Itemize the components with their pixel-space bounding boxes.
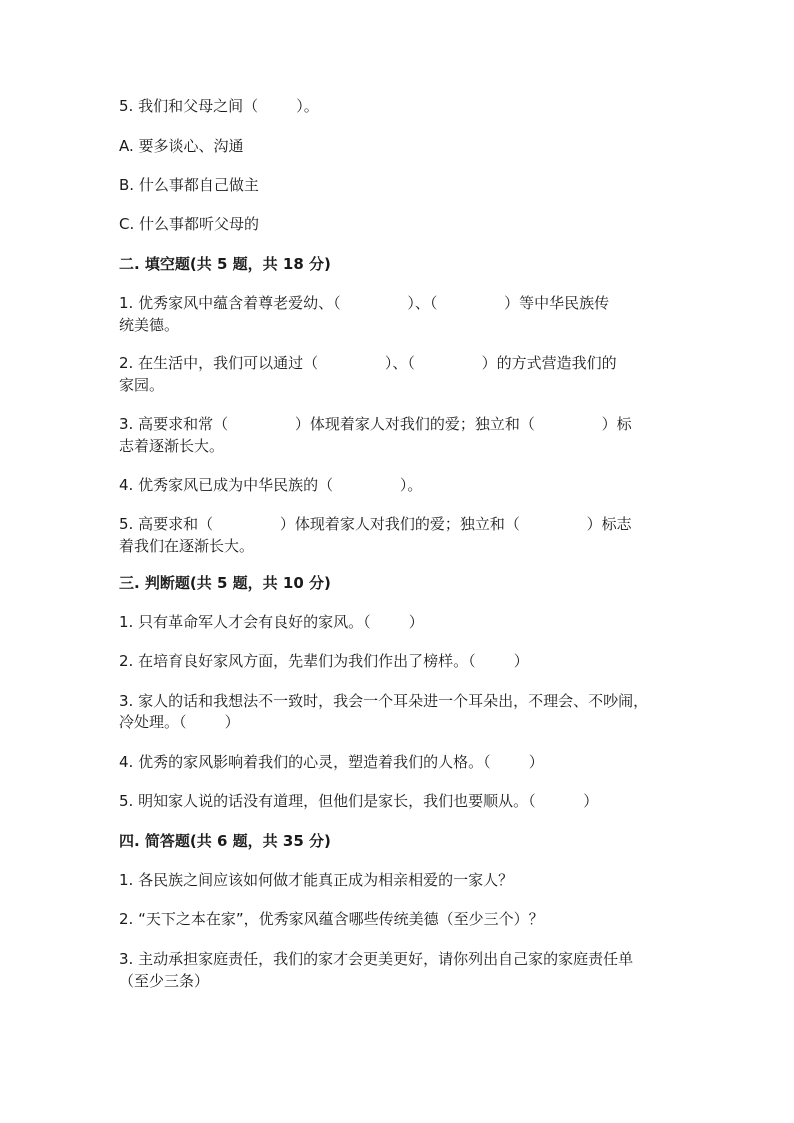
fill-blank-3-line2: 志着逐渐长大。 <box>119 437 225 455</box>
true-false-3-line2: 冷处理。（ ） <box>119 713 240 731</box>
true-false-5: 5. 明知家人说的话没有道理，但他们是家长，我们也要顺从。（ ） <box>119 792 599 810</box>
fill-blank-5-line2: 着我们在逐渐长大。 <box>119 537 255 555</box>
fill-blank-2-line1: 2. 在生活中，我们可以通过（ ）、（ ）的方式营造我们的 <box>119 354 617 372</box>
true-false-4: 4. 优秀的家风影响着我们的心灵，塑造着我们的人格。（ ） <box>119 753 544 771</box>
fill-blank-3-line1: 3. 高要求和常（ ）体现着家人对我们的爱；独立和（ ）标 <box>119 415 632 433</box>
question-5-text: 5. 我们和父母之间（ ）。 <box>119 97 319 115</box>
section-heading-true-false: 三. 判断题(共 5 题，共 10 分) <box>119 574 331 592</box>
short-answer-3-line1: 3. 主动承担家庭责任，我们的家才会更美更好，请你列出自己家的家庭责任单 <box>119 950 634 968</box>
true-false-2: 2. 在培育良好家风方面，先辈们为我们作出了榜样。（ ） <box>119 652 529 670</box>
short-answer-1: 1. 各民族之间应该如何做才能真正成为相亲相爱的一家人？ <box>119 871 514 889</box>
short-answer-2: 2. “天下之本在家”，优秀家风蕴含哪些传统美德（至少三个）？ <box>119 910 544 928</box>
fill-blank-5-line1: 5. 高要求和（ ）体现着家人对我们的爱；独立和（ ）标志 <box>119 515 632 533</box>
section-heading-fill-blank: 二. 填空题(共 5 题，共 18 分) <box>119 255 331 273</box>
option-c: C. 什么事都听父母的 <box>119 215 260 233</box>
option-b: B. 什么事都自己做主 <box>119 176 259 194</box>
section-heading-short-answer: 四. 简答题(共 6 题，共 35 分) <box>119 832 331 850</box>
true-false-3-line1: 3. 家人的话和我想法不一致时，我会一个耳朵进一个耳朵出，不理会、不吵闹， <box>119 692 649 710</box>
fill-blank-2-line2: 家园。 <box>119 376 165 394</box>
fill-blank-1-line1: 1. 优秀家风中蕴含着尊老爱幼、（ ）、（ ）等中华民族传 <box>119 294 610 312</box>
fill-blank-1-line2: 统美德。 <box>119 316 180 334</box>
fill-blank-4-line1: 4. 优秀家风已成为中华民族的（ ）。 <box>119 476 423 494</box>
true-false-1: 1. 只有革命军人才会有良好的家风。（ ） <box>119 613 424 631</box>
option-a: A. 要多谈心、沟通 <box>119 137 244 155</box>
short-answer-3-line2: （至少三条） <box>119 972 210 990</box>
